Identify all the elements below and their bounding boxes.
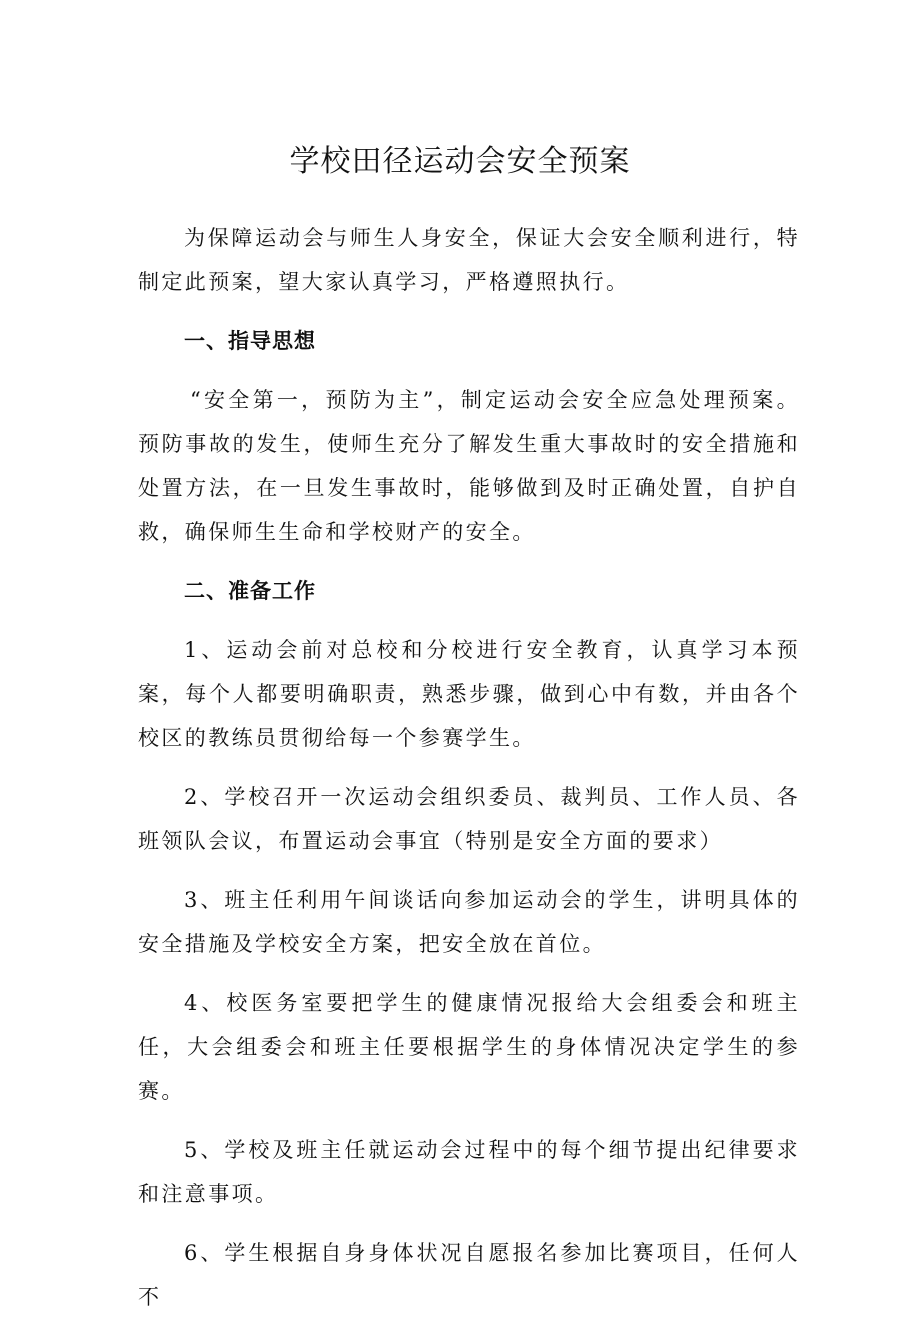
preparation-item-3: 3、班主任利用午间谈话向参加运动会的学生，讲明具体的安全措施及学校安全方案，把安全放在首位。 [138, 888, 800, 956]
document-title: 学校田径运动会安全预案 [289, 144, 631, 179]
preparation-item-1: 1、运动会前对总校和分校进行安全教育，认真学习本预案，每个人都要明确职责，熟悉步骤，做到心中有数，并由各个校区的教练员贯彻给每一个参赛学生。 [138, 638, 800, 750]
preparation-item-5: 5、学校及班主任就运动会过程中的每个细节提出纪律要求和注意事项。 [138, 1138, 800, 1206]
preparation-item-4: 4、校医务室要把学生的健康情况报给大会组委会和班主任，大会组委会和班主任要根据学生的身体情况决定学生的参赛。 [138, 991, 800, 1103]
preparation-item-2: 2、学校召开一次运动会组织委员、裁判员、工作人员、各班领队会议，布置运动会事宜（特别是安全方面的要求） [138, 785, 800, 853]
section-heading-preparation: 二、准备工作 [184, 579, 316, 603]
preparation-item-6: 6、学生根据自身身体状况自愿报名参加比赛项目，任何人不 [138, 1241, 800, 1309]
guiding-ideology-paragraph: “安全第一，预防为主”，制定运动会安全应急处理预案。预防事故的发生，使师生充分了解发生重大事故时的安全措施和处置方法，在一旦发生事故时，能够做到及时正确处置，自护自救，确保师生生命和学校财产的安全。 [138, 388, 800, 544]
section-heading-guiding-ideology: 一、指导思想 [184, 329, 316, 353]
document-body [138, 216, 800, 1334]
intro-paragraph: 为保障运动会与师生人身安全，保证大会安全顺利进行，特制定此预案，望大家认真学习，严格遵照执行。 [138, 226, 800, 294]
